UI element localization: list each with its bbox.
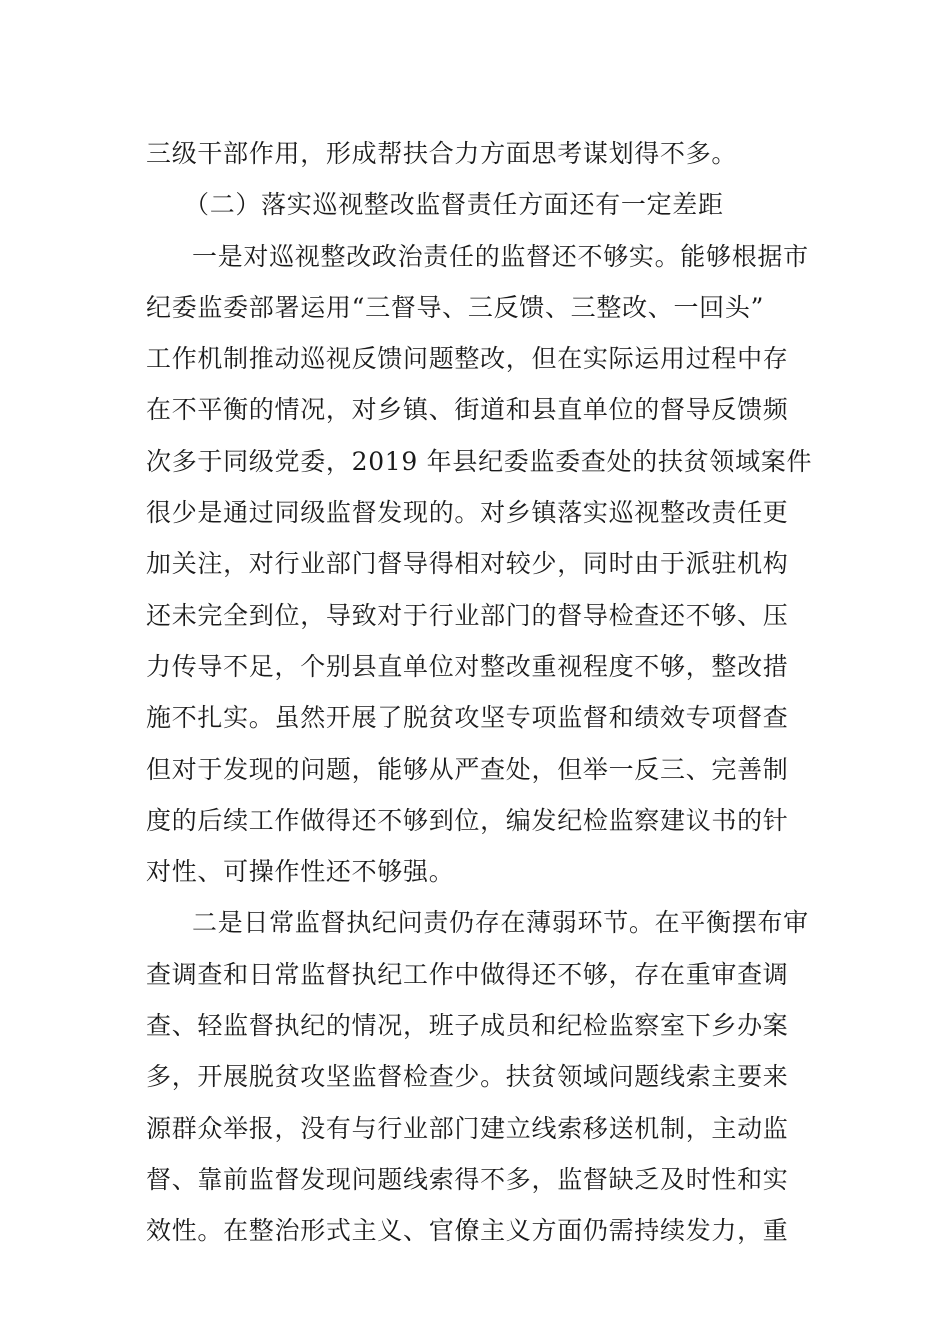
- paragraph-line: 工作机制推动巡视反馈问题整改，但在实际运用过程中存: [146, 344, 789, 374]
- paragraph-line: 度的后续工作做得还不够到位，编发纪检监察建议书的针: [146, 805, 789, 835]
- paragraph-line: 加关注，对行业部门督导得相对较少，同时由于派驻机构: [146, 549, 789, 579]
- paragraph-line: 查调查和日常监督执纪工作中做得还不够，存在重审查调: [146, 959, 789, 989]
- paragraph-line: 在不平衡的情况，对乡镇、街道和县直单位的督导反馈频: [146, 395, 789, 425]
- paragraph-line: 一是对巡视整改政治责任的监督还不够实。能够根据市: [192, 241, 809, 271]
- paragraph-line: 很少是通过同级监督发现的。对乡镇落实巡视整改责任更: [146, 498, 789, 528]
- paragraph-line: 施不扎实。虽然开展了脱贫攻坚专项监督和绩效专项督查: [146, 703, 789, 733]
- paragraph-line: 还未完全到位，导致对于行业部门的督导检查还不够、压: [146, 600, 789, 630]
- paragraph-line: 查、轻监督执纪的情况，班子成员和纪检监察室下乡办案: [146, 1011, 789, 1041]
- paragraph-line: 效性。在整治形式主义、官僚主义方面仍需持续发力，重: [146, 1216, 789, 1246]
- paragraph-line: 力传导不足，个别县直单位对整改重视程度不够，整改措: [146, 651, 789, 681]
- section-heading: （二）落实巡视整改监督责任方面还有一定差距: [184, 190, 724, 220]
- paragraph-line: 二是日常监督执纪问责仍存在薄弱环节。在平衡摆布审: [192, 908, 809, 938]
- paragraph-line: 纪委监委部署运用“三督导、三反馈、三整改、一回头”: [146, 292, 765, 322]
- paragraph-line: 三级干部作用，形成帮扶合力方面思考谋划得不多。: [146, 139, 738, 168]
- paragraph-line: 但对于发现的问题，能够从严查处，但举一反三、完善制: [146, 754, 789, 784]
- paragraph-line: 督、靠前监督发现问题线索得不多，监督缺乏及时性和实: [146, 1164, 789, 1194]
- paragraph-line: 对性、可操作性还不够强。: [146, 857, 455, 887]
- paragraph-line: 次多于同级党委，2019 年县纪委监委查处的扶贫领域案件: [146, 446, 813, 476]
- paragraph-line: 多，开展脱贫攻坚监督检查少。扶贫领域问题线索主要来: [146, 1062, 789, 1092]
- paragraph-line: 源群众举报，没有与行业部门建立线索移送机制，主动监: [146, 1113, 789, 1143]
- document-body: [146, 128, 813, 1257]
